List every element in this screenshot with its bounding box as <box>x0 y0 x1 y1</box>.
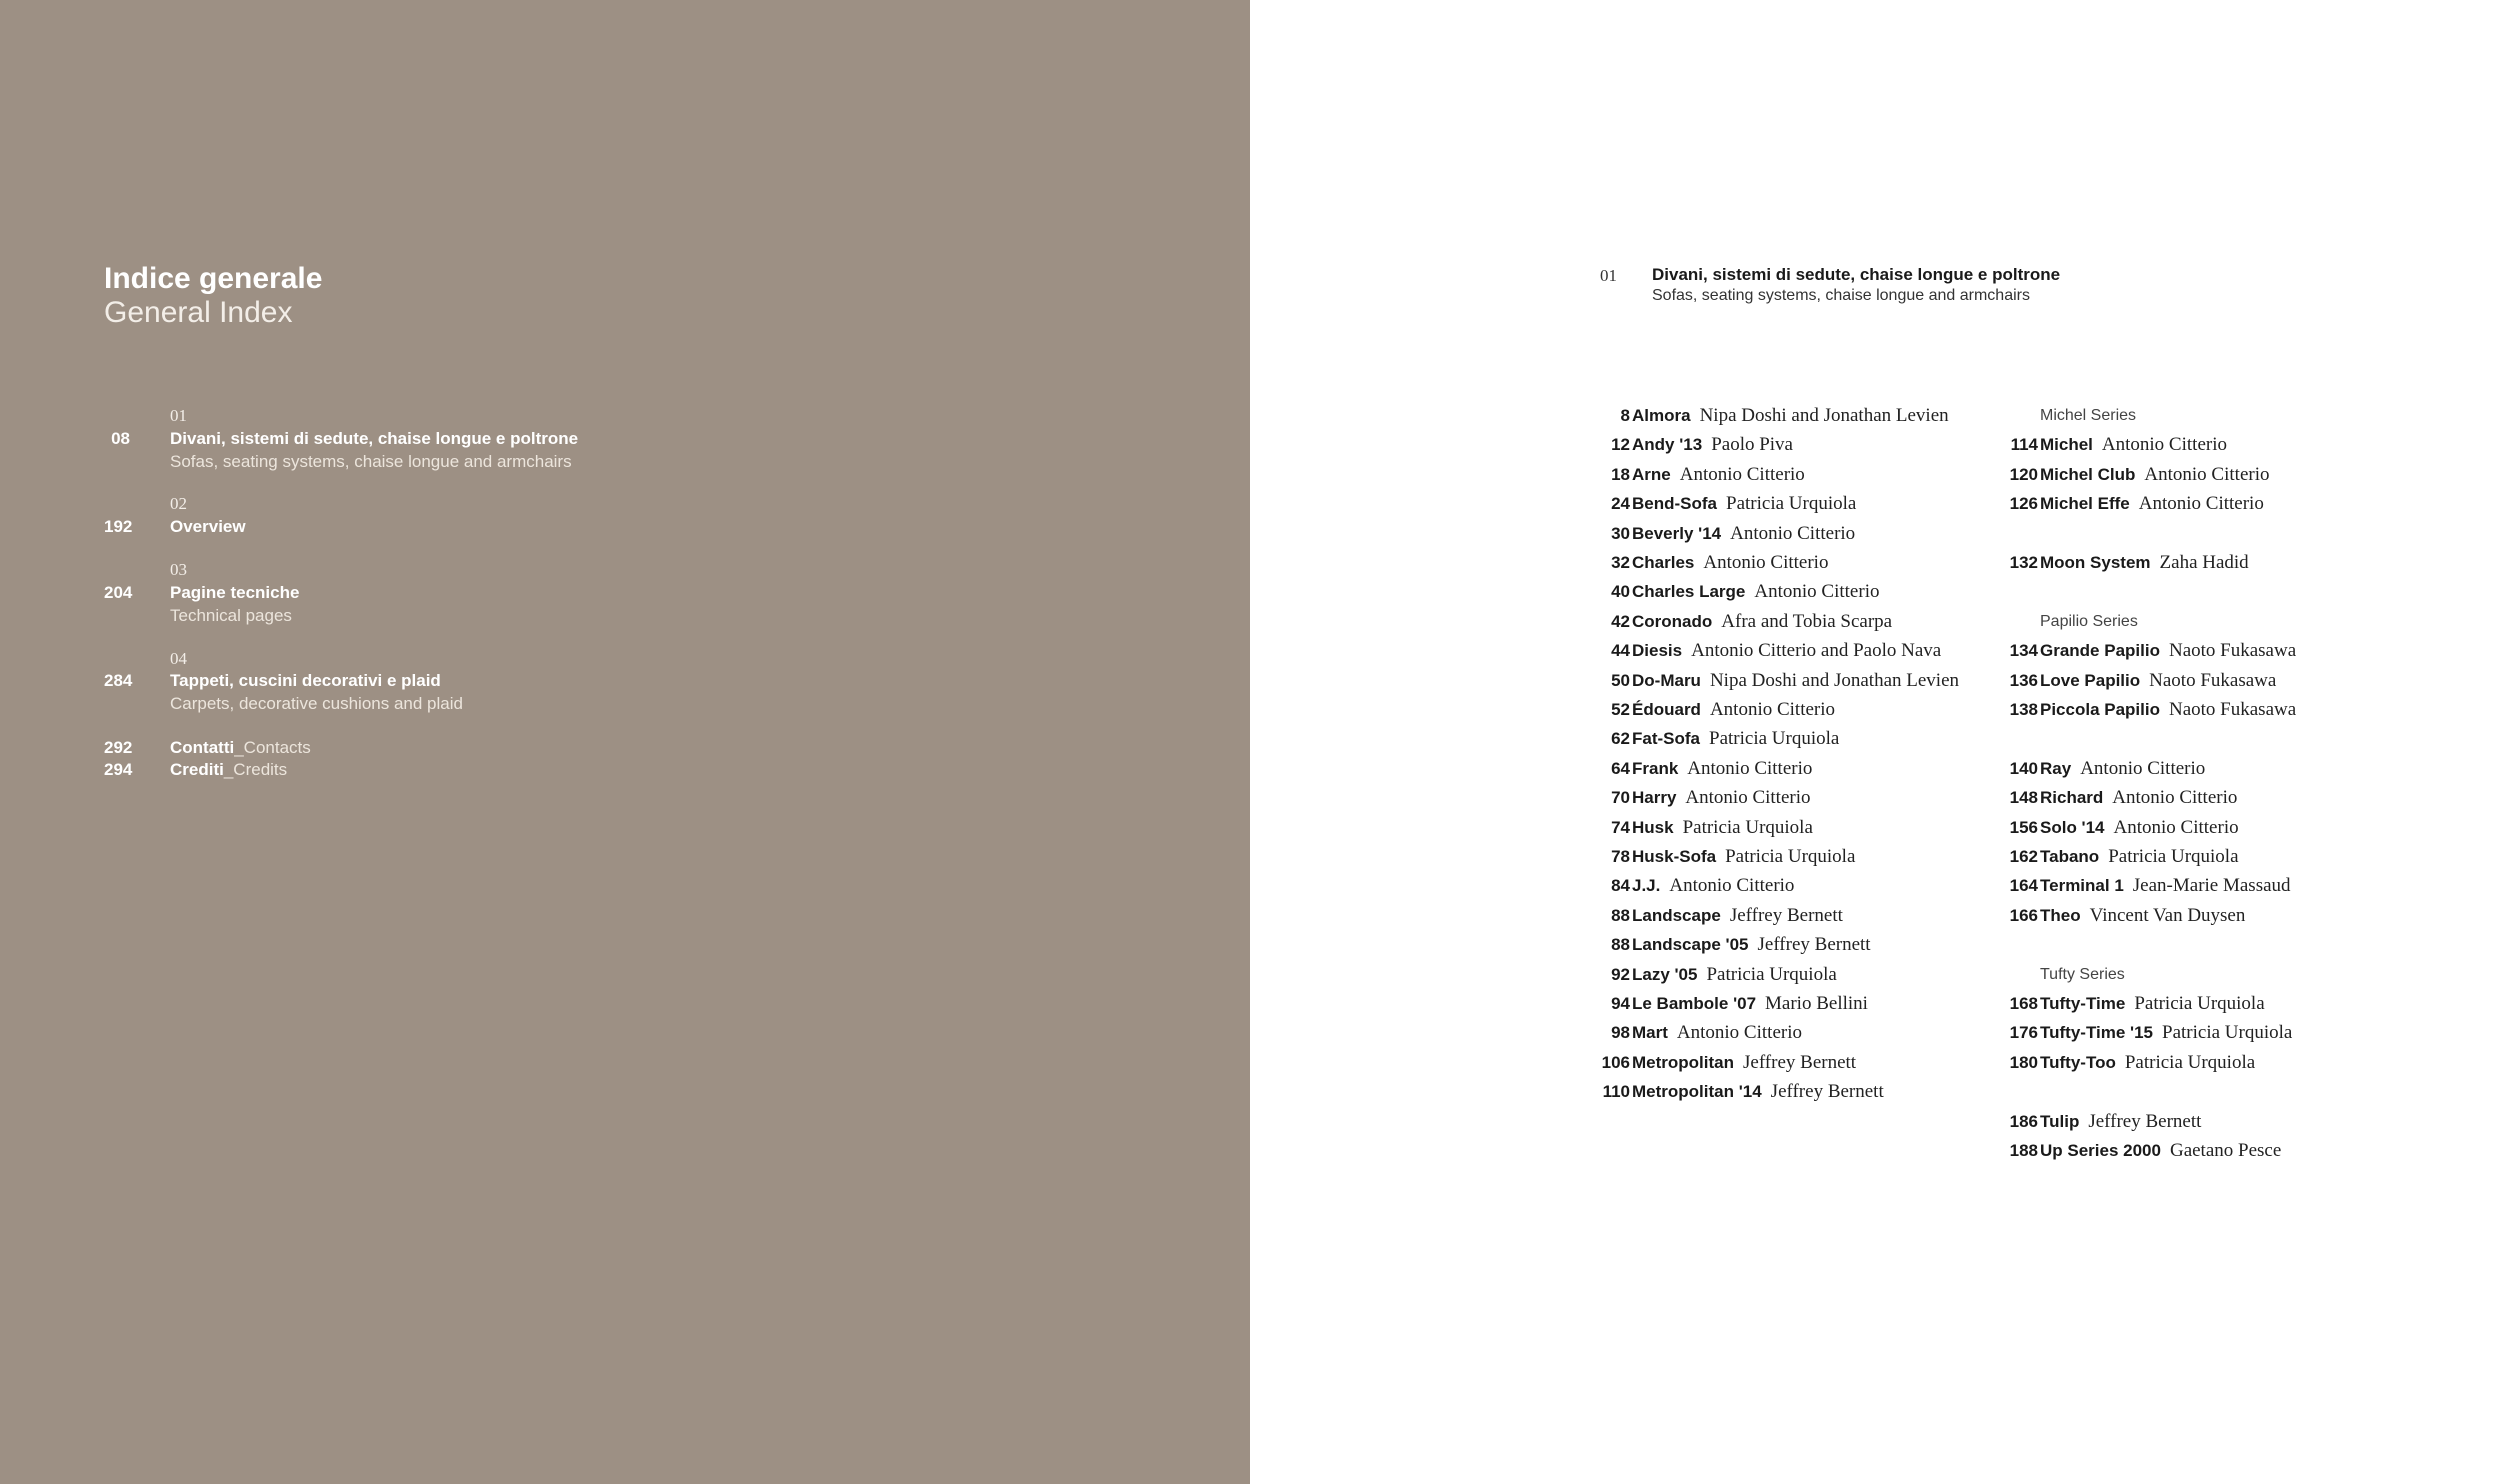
entry-text <box>2040 669 2276 694</box>
section-number: 02 <box>170 494 187 513</box>
entry-page-number: 134 <box>2009 641 2038 661</box>
entry-page-number: 140 <box>2009 758 2038 778</box>
section-page: 08 <box>111 429 130 448</box>
entry-text <box>1632 580 1879 605</box>
product-name: Le Bambole '07 <box>1632 994 1757 1013</box>
section-title-english: Technical pages <box>170 606 292 625</box>
entry-text <box>2040 551 2249 576</box>
product-name: Michel Effe <box>2040 494 2130 514</box>
section-title-italian[interactable]: Divani, sistemi di sedute, chaise longue e poltrone <box>170 429 579 448</box>
entry-page-number: 88 <box>1611 935 1630 955</box>
entry-page-number: 188 <box>2009 1141 2038 1160</box>
entry-text <box>1632 786 1811 811</box>
entry-text <box>2040 698 2296 723</box>
designer-name: Antonio Citterio <box>1709 699 1836 720</box>
entry-page-number: 62 <box>1611 729 1630 749</box>
entry-page-number: 162 <box>2009 847 2038 866</box>
product-name: Landscape '05 <box>1632 935 1749 955</box>
designer-name: Antonio Citterio <box>1730 522 1856 544</box>
designer-name: Jeffrey Bernett <box>1757 934 1871 956</box>
entry-page-number: 50 <box>1611 670 1630 690</box>
product-name: Husk <box>1632 817 1674 837</box>
entry-page-number: 98 <box>1611 1023 1630 1043</box>
product-name: Theo <box>2040 905 2081 925</box>
product-name: Beverly '14 <box>1632 523 1722 543</box>
product-name: Husk-Sofa <box>1632 847 1717 866</box>
product-name: Harry <box>1632 788 1677 808</box>
designer-name: Nipa Doshi and Jonathan Levien <box>1709 669 1960 691</box>
section-title-english: Sofas, seating systems, chaise longue and armchairs <box>170 452 572 471</box>
entry-page-number: 12 <box>1611 435 1630 455</box>
section-page: 204 <box>104 583 133 602</box>
entry-page-number: 42 <box>1611 611 1630 631</box>
entry-text <box>2040 816 2239 841</box>
designer-name: Paolo Piva <box>1711 434 1793 456</box>
designer-name: Antonio Citterio <box>2112 787 2238 809</box>
contacts-link[interactable] <box>170 738 311 758</box>
credits-title-italian: Crediti <box>170 760 224 779</box>
entry-text <box>2040 492 2264 517</box>
designer-name: Gaetano Pesce <box>2169 1140 2282 1161</box>
entry-text <box>1632 992 1868 1017</box>
entry-page-number: 186 <box>2009 1111 2038 1131</box>
product-name: Tufty-Time <box>2040 994 2126 1013</box>
credits-title-english: _Credits <box>223 760 288 779</box>
product-name: Bend-Sofa <box>1632 494 1717 514</box>
designer-name: Patricia Urquiola <box>1725 846 1856 867</box>
entry-page-number: 44 <box>1611 641 1630 661</box>
entry-page-number: 74 <box>1611 817 1630 837</box>
entry-text <box>1632 816 1813 841</box>
entry-text <box>1632 404 1949 429</box>
designer-name: Patricia Urquiola <box>1726 493 1857 515</box>
entry-text <box>1632 551 1828 576</box>
product-name: Arne <box>1632 464 1671 484</box>
section-title-english: Carpets, decorative cushions and plaid <box>170 694 463 713</box>
series-label: Papilio Series <box>2040 612 2138 630</box>
designer-name: Antonio Citterio <box>1754 581 1880 603</box>
designer-name: Patricia Urquiola <box>2162 1022 2293 1044</box>
section-title-italian[interactable]: Overview <box>170 517 246 536</box>
designer-name: Zaha Hadid <box>2159 552 2249 573</box>
entry-page-number: 180 <box>2009 1052 2038 1072</box>
entry-page-number: 88 <box>1611 905 1630 925</box>
entry-text <box>2040 845 2239 870</box>
entry-page-number: 138 <box>2009 700 2038 719</box>
entry-page-number: 84 <box>1611 876 1630 896</box>
product-name: Michel Club <box>2040 464 2136 484</box>
entry-text <box>1632 698 1835 723</box>
entry-text <box>2040 786 2237 811</box>
product-name: Coronado <box>1632 611 1713 631</box>
section-page: 284 <box>104 671 133 690</box>
product-name: Grande Papilio <box>2040 641 2160 661</box>
section-page: 192 <box>104 517 133 536</box>
entry-text <box>1632 669 1959 694</box>
entry-page-number: 176 <box>2009 1023 2038 1043</box>
entry-text <box>2040 639 2296 664</box>
entry-page-number: 32 <box>1611 553 1630 572</box>
section-title-italian[interactable]: Pagine tecniche <box>170 583 300 602</box>
product-name: Terminal 1 <box>2040 876 2124 896</box>
series-label: Tufty Series <box>2040 965 2125 983</box>
product-name: Diesis <box>1632 641 1683 661</box>
entry-page-number: 24 <box>1611 494 1630 514</box>
contacts-page: 292 <box>104 738 133 757</box>
section-number: 03 <box>170 560 187 579</box>
product-name: Piccola Papilio <box>2040 700 2160 719</box>
entry-page-number: 106 <box>1601 1052 1630 1072</box>
product-name: Tufty-Time '15 <box>2040 1023 2153 1043</box>
entry-text <box>2040 463 2269 488</box>
entry-page-number: 168 <box>2009 994 2038 1013</box>
designer-name: Antonio Citterio <box>1687 757 1813 779</box>
product-name: Tufty-Too <box>2040 1052 2116 1072</box>
entry-text <box>1632 904 1843 929</box>
entry-text <box>1632 492 1856 517</box>
entry-page-number: 156 <box>2009 817 2038 837</box>
product-name: Édouard <box>1632 700 1701 719</box>
product-name: Metropolitan <box>1632 1052 1734 1072</box>
designer-name: Antonio Citterio <box>2113 816 2239 838</box>
designer-name: Antonio Citterio <box>1703 552 1829 573</box>
entry-page-number: 132 <box>2009 553 2038 572</box>
designer-name: Jeffrey Bernett <box>1743 1051 1857 1073</box>
designer-name: Antonio Citterio <box>1669 875 1795 897</box>
designer-name: Antonio Citterio <box>2138 493 2264 515</box>
designer-name: Vincent Van Duysen <box>2089 904 2246 926</box>
entry-text <box>2040 1139 2281 1164</box>
index-title-italian: Indice generale <box>104 262 323 295</box>
entry-text <box>1632 463 1805 488</box>
designer-name: Patricia Urquiola <box>2108 846 2239 867</box>
designer-name: Antonio Citterio <box>1676 1022 1802 1044</box>
designer-name: Jean-Marie Massaud <box>2132 875 2291 897</box>
designer-name: Antonio Citterio <box>1679 463 1805 485</box>
entry-text <box>1632 1080 1884 1105</box>
section-number: 01 <box>170 406 187 425</box>
designer-name: Mario Bellini <box>1765 993 1868 1014</box>
entry-page-number: 8 <box>1620 406 1630 425</box>
entry-page-number: 164 <box>2009 876 2038 896</box>
product-name: Solo '14 <box>2040 817 2105 837</box>
product-name: Richard <box>2040 788 2104 808</box>
product-name: Ray <box>2040 758 2072 778</box>
product-name: Tabano <box>2040 847 2100 866</box>
entry-text <box>2040 992 2265 1017</box>
entry-page-number: 40 <box>1611 582 1630 602</box>
entry-text <box>1632 639 1941 664</box>
designer-name: Patricia Urquiola <box>2134 993 2265 1014</box>
designer-name: Jeffrey Bernett <box>1729 904 1843 926</box>
entry-page-number: 126 <box>2009 494 2038 514</box>
product-name: Metropolitan '14 <box>1632 1082 1762 1102</box>
product-name: Landscape <box>1632 905 1721 925</box>
designer-name: Patricia Urquiola <box>1709 728 1840 750</box>
series-label: Michel Series <box>2040 407 2137 424</box>
designer-name: Antonio Citterio <box>2080 757 2206 779</box>
entry-text <box>2040 433 2227 458</box>
entry-page-number: 148 <box>2009 788 2038 808</box>
chapter-title-english: Sofas, seating systems, chaise longue and armchairs <box>1652 287 2030 304</box>
entry-text <box>1632 845 1855 870</box>
entry-page-number: 120 <box>2009 464 2038 484</box>
entry-page-number: 166 <box>2009 905 2038 925</box>
designer-name: Afra and Tobia Scarpa <box>1721 610 1893 632</box>
product-name: Frank <box>1632 758 1679 778</box>
product-name: Charles <box>1632 553 1695 572</box>
contacts-title-italian: Contatti <box>170 738 235 757</box>
product-name: Mart <box>1632 1023 1668 1043</box>
credits-link[interactable] <box>170 760 287 780</box>
entry-text <box>1632 874 1794 899</box>
entry-page-number: 110 <box>1602 1082 1630 1102</box>
designer-name: Antonio Citterio and Paolo Nava <box>1691 640 1942 662</box>
product-name: Do-Maru <box>1632 670 1701 690</box>
entry-text <box>1632 1021 1802 1046</box>
entry-text <box>1632 1051 1856 1076</box>
contacts-title-english: _Contacts <box>234 738 311 757</box>
designer-name: Jeffrey Bernett <box>2088 1110 2202 1132</box>
entry-page-number: 92 <box>1611 964 1630 984</box>
entry-text <box>2040 757 2205 782</box>
product-name: Moon System <box>2040 553 2151 572</box>
entry-page-number: 94 <box>1611 994 1630 1013</box>
entry-page-number: 64 <box>1611 758 1630 778</box>
designer-name: Naoto Fukasawa <box>2169 699 2297 720</box>
designer-name: Naoto Fukasawa <box>2168 640 2297 662</box>
entry-page-number: 30 <box>1611 523 1630 543</box>
designer-name: Patricia Urquiola <box>1706 963 1837 985</box>
product-name: Almora <box>1632 406 1691 425</box>
entry-page-number: 70 <box>1611 788 1630 808</box>
index-title-english: General Index <box>104 296 293 329</box>
chapter-number: 01 <box>1600 266 1617 285</box>
right-page <box>1250 0 2500 1484</box>
entry-page-number: 78 <box>1611 847 1630 866</box>
section-title-italian[interactable]: Tappeti, cuscini decorativi e plaid <box>170 671 441 690</box>
entry-page-number: 52 <box>1611 700 1630 719</box>
entry-text <box>1632 963 1837 988</box>
entry-page-number: 114 <box>2010 435 2038 455</box>
entry-text <box>1632 433 1793 458</box>
designer-name: Patricia Urquiola <box>1682 816 1813 838</box>
section-number: 04 <box>170 649 187 668</box>
product-name: Love Papilio <box>2040 670 2141 690</box>
product-name: Fat-Sofa <box>1632 729 1700 749</box>
designer-name: Antonio Citterio <box>2101 434 2227 456</box>
designer-name: Nipa Doshi and Jonathan Levien <box>1699 405 1949 426</box>
designer-name: Naoto Fukasawa <box>2149 669 2277 691</box>
designer-name: Antonio Citterio <box>2144 463 2270 485</box>
entry-text <box>2040 874 2291 899</box>
entry-text <box>1632 522 1855 547</box>
credits-page: 294 <box>104 760 133 779</box>
product-name: Tulip <box>2040 1111 2080 1131</box>
entry-text <box>1632 933 1871 958</box>
designer-name: Patricia Urquiola <box>2124 1051 2256 1073</box>
product-name: Lazy '05 <box>1632 964 1698 984</box>
product-name: Michel <box>2040 435 2093 455</box>
designer-name: Jeffrey Bernett <box>1770 1081 1884 1103</box>
entry-text <box>2040 1110 2201 1135</box>
entry-page-number: 136 <box>2009 670 2038 690</box>
entry-text <box>2040 904 2245 929</box>
entry-text <box>2040 1051 2255 1076</box>
chapter-title-italian: Divani, sistemi di sedute, chaise longue e poltrone <box>1652 265 2061 284</box>
product-name: Andy '13 <box>1632 435 1703 455</box>
entry-text <box>2040 1021 2292 1046</box>
entry-text <box>1632 727 1839 752</box>
entry-page-number: 18 <box>1611 464 1630 484</box>
designer-name: Antonio Citterio <box>1685 787 1811 809</box>
entry-text <box>1632 757 1812 782</box>
entry-text <box>1632 610 1892 635</box>
product-name: Up Series 2000 <box>2040 1141 2161 1160</box>
product-name: J.J. <box>1632 876 1661 896</box>
product-name: Charles Large <box>1632 582 1746 602</box>
